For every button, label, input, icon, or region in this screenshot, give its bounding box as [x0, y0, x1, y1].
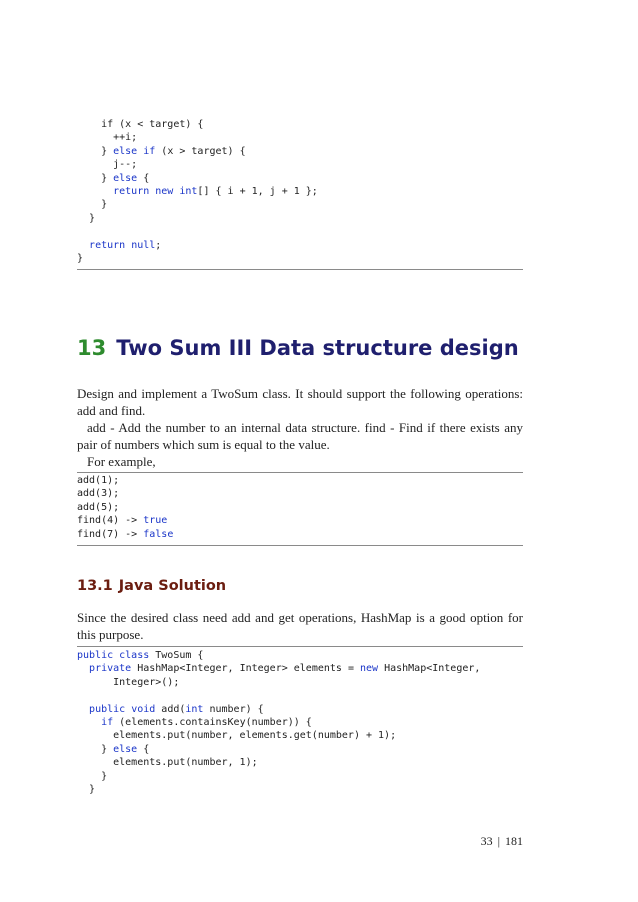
section-title: Java Solution — [118, 578, 227, 594]
code-keyword: else if — [113, 145, 156, 157]
page-number: 33 — [480, 834, 493, 848]
code-line: add(3); — [77, 488, 120, 500]
chapter-title: Two Sum III Data structure design — [116, 336, 519, 360]
code-keyword: true — [143, 515, 168, 527]
code-line: add(5); — [77, 501, 120, 513]
code-rule-bottom — [77, 269, 523, 270]
code-keyword: new — [359, 663, 379, 675]
chapter-heading — [77, 336, 519, 360]
code-keyword: return new int — [113, 186, 198, 198]
section-heading — [77, 578, 226, 594]
solution-code-block: public class TwoSum { private HashMap<Integer, Integer> elements = new HashMap<Integer, Integer>(); public void add(int number) { if (elements.containsKey(number)) { elements.put(number, elements.get(number) + 1); } else { elements.put(number, 1); } } — [77, 650, 481, 796]
code-line: elements.put(number, elements.get(number) + 1); — [77, 730, 397, 742]
code-line: if (x < target) { — [77, 119, 204, 130]
intro-paragraph: Design and implement a TwoSum class. It should support the following operations: add and find. — [77, 386, 523, 418]
code-keyword: private — [89, 663, 132, 675]
page-total: 181 — [505, 834, 523, 848]
chapter-number: 13 — [77, 336, 107, 360]
code-line: Integer>(); — [77, 676, 180, 688]
code-line: } — [77, 199, 108, 211]
code-keyword: int — [185, 703, 204, 715]
code-keyword: else — [113, 743, 138, 755]
code-block-continued: if (x < target) { ++i; } else if (x > target) { j--; } else { return new int[] { i + 1, j + 1 }; } } return null; } — [77, 119, 318, 265]
code-rule-top — [77, 646, 523, 647]
section-number: 13.1 — [77, 578, 113, 594]
code-keyword: public class — [77, 650, 150, 661]
solution-paragraph: Since the desired class need add and get operations, HashMap is a good option for this purpose. — [77, 610, 523, 642]
code-rule-bottom — [77, 545, 523, 546]
code-keyword: else — [113, 172, 138, 184]
example-code-block: add(1); add(3); add(5); find(4) -> true find(7) -> false — [77, 475, 174, 540]
code-rule-top — [77, 472, 523, 473]
code-line: } — [77, 784, 96, 796]
page-separator: | — [497, 834, 500, 848]
code-line: } — [77, 212, 96, 224]
code-line: } — [77, 770, 108, 782]
intro-paragraph: add - Add the number to an internal data structure. find - Find if there exists any pair of numbers which sum is equal to the value. — [77, 420, 523, 452]
code-keyword: public void — [89, 703, 156, 715]
code-line: elements.put(number, 1); — [77, 757, 258, 769]
code-line: } — [77, 253, 84, 265]
code-line: j--; — [77, 159, 138, 171]
page-footer — [400, 834, 523, 849]
code-line: ++i; — [77, 132, 138, 144]
code-keyword: if — [101, 717, 114, 729]
code-line: add(1); — [77, 475, 120, 486]
code-keyword: false — [143, 528, 174, 540]
intro-paragraph: For example, — [87, 454, 156, 469]
code-keyword: return null — [89, 239, 156, 251]
